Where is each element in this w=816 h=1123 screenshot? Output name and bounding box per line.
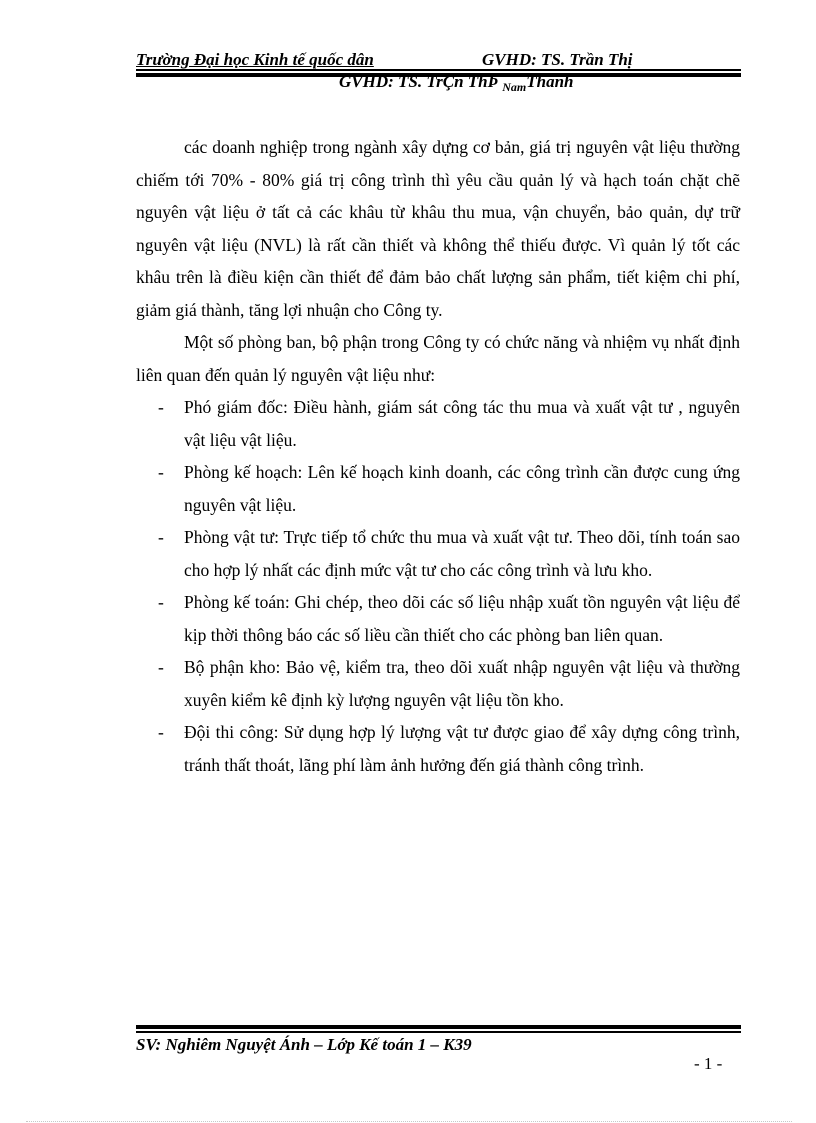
list-item [136, 651, 740, 716]
list-item-text: Bộ phận kho: Bảo vệ, kiểm tra, theo dõi xuất nhập nguyên vật liệu và thường xuyên kiểm kê định kỳ lượng nguyên vật liệu tồn kho. [184, 657, 740, 710]
list-item-text: Phòng kế toán: Ghi chép, theo dõi các số liệu nhập xuất tồn nguyên vật liệu để kịp thời thông báo các số liều cần thiết cho các phòng ban liên quan. [184, 592, 740, 645]
bullet-dash: - [158, 722, 164, 742]
list-item [136, 716, 740, 781]
body-paragraph-2: Một số phòng ban, bộ phận trong Công ty có chức năng và nhiệm vụ nhất định liên quan đến quản lý nguyên vật liệu như: [136, 332, 740, 385]
footer-student-info: SV: Nghiêm Nguyệt Ánh – Lớp Kế toán 1 – K39 [136, 1035, 472, 1054]
page-number: - 1 - [694, 1054, 723, 1073]
responsibility-list [136, 391, 740, 781]
list-item-text: Đội thi công: Sử dụng hợp lý lượng vật tư được giao để xây dựng công trình, tránh thất thoát, lãng phí làm ảnh hưởng đến giá thành công trình. [184, 722, 740, 775]
header-advisor-line1: GVHD: TS. Trần Thị [482, 50, 633, 69]
list-item [136, 586, 740, 651]
header-advisor-line2-main: GVHD: TS. TrÇn ThÞ [339, 72, 503, 91]
bullet-dash: - [158, 657, 164, 677]
body-paragraph-1: các doanh nghiệp trong ngành xây dựng cơ bản, giá trị nguyên vật liệu thường chiếm tới 70% - 80% giá trị công trình thì yêu cầu quản lý và hạch toán chặt chẽ nguyên vật liệu ở tất cả các khâu từ khâu thu mua, vận chuyển, bảo quản, dự trữ nguyên vật liệu (NVL) là rất cần thiết và không thể thiếu được. Vì quản lý tốt các khâu trên là điều kiện cần thiết để đảm bảo chất lượng sản phẩm, tiết kiệm chi phí, giảm giá thành, tăng lợi nhuận cho Công ty. [136, 137, 740, 320]
header-advisor-line2-end: Thanh [526, 72, 574, 91]
footer-rule-thin [136, 1031, 741, 1033]
bullet-dash: - [158, 527, 164, 547]
header-advisor-line2-subscript: Nam [502, 80, 527, 94]
page-bottom-dotted-line [26, 1121, 792, 1122]
header-rule-thin [136, 69, 741, 71]
list-item-text: Phòng kế hoạch: Lên kế hoạch kinh doanh, các công trình cần được cung ứng nguyên vật liệu. [184, 462, 740, 515]
list-item [136, 391, 740, 456]
list-item [136, 521, 740, 586]
bullet-dash: - [158, 592, 164, 612]
list-item-text: Phòng vật tư: Trực tiếp tổ chức thu mua và xuất vật tư. Theo dõi, tính toán sao cho hợp lý nhất các định mức vật tư cho các công trình và lưu kho. [184, 527, 740, 580]
document-body [136, 131, 740, 781]
footer-rule-thick [136, 1025, 741, 1029]
header-advisor-line2 [339, 72, 574, 92]
list-item-text: Phó giám đốc: Điều hành, giám sát công tác thu mua và xuất vật tư , nguyên vật liệu vật liệu. [184, 397, 740, 450]
header-school-name: Trường Đại học Kinh tế quốc dân [136, 50, 374, 69]
bullet-dash: - [158, 397, 164, 417]
bullet-dash: - [158, 462, 164, 482]
list-item [136, 456, 740, 521]
